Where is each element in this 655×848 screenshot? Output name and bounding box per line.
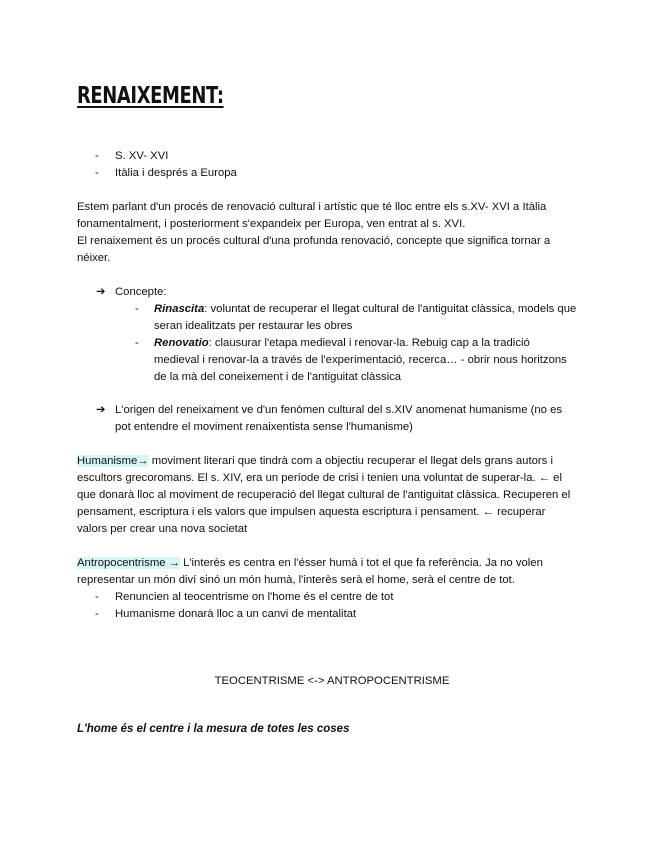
- list-item: - Renuncien al teocentrisme on l'home és el centre de tot: [77, 589, 577, 606]
- list-item-renovatio: [77, 335, 577, 386]
- concept-label: Concepte:: [115, 286, 167, 298]
- intro-list: [77, 148, 577, 182]
- humanisme-section: [77, 453, 577, 538]
- paragraph-1: Estem parlant d'un procés de renovació cultural i artístic que té lloc entre els s.XV- XVI a Itàlia fonamentalment, i posteriorment s'expandeix per Europa, ven entrat al s. XVI.: [77, 201, 547, 230]
- list-item-rinascita: [77, 301, 577, 335]
- paragraph-2: El renaixement és un procés cultural d'una profunda renovació, concepte que significa tornar a néixer.: [77, 235, 551, 264]
- antropocentrisme-section: [77, 555, 577, 623]
- concept-section: [77, 284, 577, 386]
- antropocentrisme-label: Antropocentrisme →: [77, 557, 180, 569]
- humanisme-text: moviment literari que tindrà com a objectiu recuperar el llegat dels grans autors i escultors grecoromans. El s. XIV, era un període de crisi i tenien una voluntat de superar-la. ← el que donarà lloc al moviment de recuperació del llegat cultural de l'antiguitat clàssica. Recuperen el pensament, escriptura i els valors que impulsen aquesta escriptura i pensament. ← recuperar valors per crear una nova societat: [77, 455, 571, 535]
- list-item: - Humanisme donarà lloc a un canvi de mentalitat: [77, 606, 577, 623]
- arrow-icon: ➔: [96, 286, 106, 298]
- origin-item: [77, 402, 577, 436]
- origin-section: [77, 402, 577, 436]
- term-renovatio: Renovatio: [154, 337, 209, 349]
- list-item: - S. XV- XVI: [77, 148, 577, 165]
- concept-heading: [77, 284, 577, 301]
- origin-text: L'origen del reneixament ve d'un fenòmen cultural del s.XIV anomenat humanisme (no es pot entendre el moviment renaixentista sense l'humanisme): [115, 404, 563, 433]
- list-item: - Itàlia i després a Europa: [77, 165, 577, 182]
- page-title: RENAIXEMENT:: [77, 83, 224, 109]
- antropocentrisme-text: L'interès es centra en l'ésser humà i tot el que fa referència. Ja no volen representar un món diví sinó un món humà, l'interès serà el home, serà el centre de tot.: [77, 557, 543, 586]
- arrow-icon: ➔: [96, 404, 106, 416]
- comparison-line: TEOCENTRISME <-> ANTROPOCENTRISME: [214, 675, 450, 687]
- humanisme-label: Humanisme→: [77, 455, 149, 467]
- definition-rinascita: : voluntat de recuperar el llegat cultural de l'antiguitat clàssica, models que seran idealitzats per restaurar les obres: [154, 303, 577, 332]
- term-rinascita: Rinascita: [154, 303, 205, 315]
- intro-paragraph: [77, 199, 577, 267]
- final-sentence: L'home és el centre i la mesura de totes les coses: [77, 723, 350, 735]
- definition-renovatio: : clausurar l'etapa medieval i renovar-la. Rebuig cap a la tradició medieval i renovar-la a través de l'experimentació, recerca… - obrir nous horitzons de la mà del coneixement i de l'antiguitat clàssica: [154, 337, 567, 383]
